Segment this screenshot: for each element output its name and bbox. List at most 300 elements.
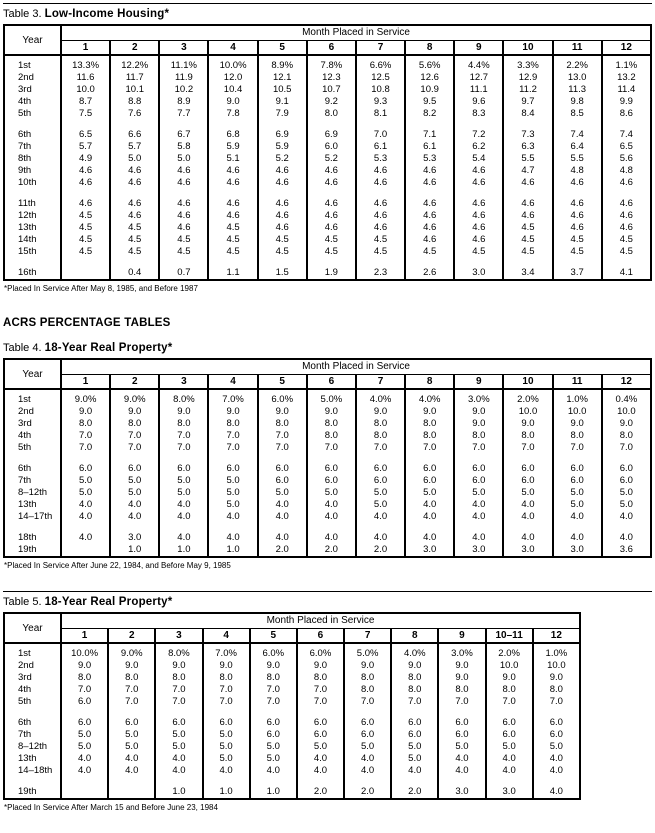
value-cell: 9.0 <box>108 660 155 672</box>
value-cell: 3.6 <box>602 544 651 557</box>
value-cell: 1.0 <box>110 544 159 557</box>
table-row <box>4 660 580 672</box>
value-cell <box>486 708 533 717</box>
value-cell: 9.0% <box>61 389 110 406</box>
table4-name: 18-Year Real Property* <box>44 342 173 354</box>
value-cell: 5.0 <box>159 475 208 487</box>
value-cell: 4.0 <box>356 532 405 544</box>
year-label-cell: 4th <box>4 96 61 108</box>
year-label-cell: 8–12th <box>4 487 61 499</box>
value-cell: 6.7 <box>159 129 208 141</box>
value-cell: 5.0 <box>155 729 202 741</box>
value-cell <box>486 777 533 786</box>
value-cell: 6.6 <box>110 129 159 141</box>
value-cell: 6.0 <box>602 463 651 475</box>
value-cell: 8.0 <box>344 684 391 696</box>
value-cell: 9.0 <box>454 418 503 430</box>
value-cell: 5.0 <box>110 475 159 487</box>
table-row <box>4 222 651 234</box>
value-cell: 9.0 <box>307 406 356 418</box>
month-col-header: 2 <box>108 628 155 643</box>
value-cell: 5.0 <box>203 753 250 765</box>
value-cell: 6.0 <box>503 463 552 475</box>
value-cell: 9.0 <box>155 660 202 672</box>
spacer-row <box>4 708 580 717</box>
value-cell: 9.0 <box>356 406 405 418</box>
value-cell: 4.5 <box>503 234 552 246</box>
value-cell: 10.0 <box>503 406 552 418</box>
month-col-header: 12 <box>602 40 651 55</box>
table-row <box>4 406 651 418</box>
value-cell: 4.0 <box>61 532 110 544</box>
value-cell: 10.0% <box>61 643 108 660</box>
value-cell: 8.0 <box>159 418 208 430</box>
value-cell: 4.6 <box>258 198 307 210</box>
value-cell: 7.7 <box>159 108 208 120</box>
value-cell: 4.6 <box>602 210 651 222</box>
value-cell: 2.0 <box>297 786 344 799</box>
value-cell: 4.5 <box>208 246 257 258</box>
value-cell: 7.0 <box>553 442 602 454</box>
month-col-header: 4 <box>208 40 257 55</box>
month-col-header: 9 <box>438 628 485 643</box>
value-cell: 5.1 <box>208 153 257 165</box>
value-cell <box>159 120 208 129</box>
table-row <box>4 198 651 210</box>
value-cell: 8.0 <box>297 672 344 684</box>
value-cell: 5.5 <box>503 153 552 165</box>
value-cell: 6.0 <box>307 141 356 153</box>
value-cell <box>405 189 454 198</box>
year-label-cell: 8th <box>4 153 61 165</box>
value-cell: 5.3 <box>405 153 454 165</box>
year-label-cell: 7th <box>4 475 61 487</box>
value-cell: 10.1 <box>110 84 159 96</box>
value-cell: 5.0 <box>208 499 257 511</box>
value-cell <box>553 258 602 267</box>
value-cell: 1.0 <box>208 544 257 557</box>
value-cell: 9.0 <box>110 406 159 418</box>
value-cell: 5.0 <box>108 741 155 753</box>
value-cell: 4.6 <box>356 198 405 210</box>
value-cell: 6.0 <box>602 475 651 487</box>
value-cell: 8.0 <box>61 418 110 430</box>
value-cell <box>258 258 307 267</box>
value-cell: 4.6 <box>110 210 159 222</box>
value-cell <box>110 454 159 463</box>
value-cell: 6.0 <box>405 463 454 475</box>
value-cell: 7.8 <box>208 108 257 120</box>
value-cell <box>108 786 155 799</box>
table-row <box>4 96 651 108</box>
value-cell: 7.2 <box>454 129 503 141</box>
value-cell: 5.0 <box>503 487 552 499</box>
value-cell: 10.0 <box>61 84 110 96</box>
value-cell: 10.0 <box>486 660 533 672</box>
value-cell: 5.0 <box>159 153 208 165</box>
value-cell: 6.0 <box>438 729 485 741</box>
value-cell: 5.0 <box>454 487 503 499</box>
value-cell: 8.0 <box>405 418 454 430</box>
table5-title <box>3 596 652 608</box>
table-row <box>4 643 580 660</box>
18-year-real-property-table-4 <box>3 358 652 558</box>
value-cell <box>108 708 155 717</box>
value-cell: 4.6 <box>208 165 257 177</box>
value-cell: 9.0 <box>553 418 602 430</box>
value-cell: 4.6 <box>307 210 356 222</box>
value-cell <box>61 786 108 799</box>
value-cell: 7.8% <box>307 55 356 72</box>
value-cell: 4.0 <box>602 511 651 523</box>
value-cell: 4.0 <box>203 765 250 777</box>
value-cell <box>155 777 202 786</box>
value-cell: 4.0 <box>438 753 485 765</box>
month-col-header: 6 <box>307 374 356 389</box>
table3-title <box>3 8 652 20</box>
spacer-row <box>4 189 651 198</box>
value-cell: 4.6 <box>61 165 110 177</box>
value-cell: 3.3% <box>503 55 552 72</box>
value-cell: 9.0 <box>486 672 533 684</box>
month-placed-in-service-header: Month Placed in Service <box>61 613 580 628</box>
value-cell <box>110 258 159 267</box>
month-col-header: 10 <box>503 40 552 55</box>
value-cell: 6.0 <box>61 717 108 729</box>
value-cell: 10.7 <box>307 84 356 96</box>
value-cell: 4.0 <box>533 765 580 777</box>
value-cell: 10.0% <box>208 55 257 72</box>
value-cell: 5.0 <box>250 741 297 753</box>
value-cell: 7.6 <box>110 108 159 120</box>
value-cell: 5.0 <box>203 741 250 753</box>
value-cell: 4.6 <box>454 210 503 222</box>
value-cell: 5.0 <box>110 487 159 499</box>
value-cell: 3.4 <box>503 267 552 280</box>
value-cell: 4.6 <box>553 177 602 189</box>
value-cell: 8.0 <box>486 684 533 696</box>
value-cell: 7.0 <box>486 696 533 708</box>
divider-rule <box>3 591 652 592</box>
value-cell: 3.0 <box>454 544 503 557</box>
year-label-cell <box>4 454 61 463</box>
value-cell: 7.0 <box>61 442 110 454</box>
value-cell: 4.1 <box>602 267 651 280</box>
month-col-header: 12 <box>533 628 580 643</box>
value-cell <box>208 189 257 198</box>
value-cell: 5.0 <box>438 741 485 753</box>
value-cell: 4.6 <box>208 177 257 189</box>
value-cell: 6.0% <box>258 389 307 406</box>
value-cell: 11.1% <box>159 55 208 72</box>
value-cell: 8.0 <box>258 418 307 430</box>
month-col-header: 1 <box>61 628 108 643</box>
table5-footnote: *Placed In Service After March 15 and Before June 23, 1984 <box>4 803 218 812</box>
value-cell: 10.5 <box>258 84 307 96</box>
value-cell: 5.2 <box>258 153 307 165</box>
value-cell: 13.0 <box>553 72 602 84</box>
value-cell <box>297 777 344 786</box>
value-cell <box>356 258 405 267</box>
value-cell: 5.0 <box>391 741 438 753</box>
value-cell: 4.6 <box>602 222 651 234</box>
value-cell: 4.4% <box>454 55 503 72</box>
value-cell <box>307 258 356 267</box>
value-cell: 4.0 <box>258 532 307 544</box>
value-cell: 4.6 <box>503 198 552 210</box>
value-cell: 6.0 <box>208 463 257 475</box>
value-cell: 9.0 <box>258 406 307 418</box>
value-cell: 4.0 <box>553 511 602 523</box>
value-cell: 4.0 <box>159 499 208 511</box>
value-cell: 4.6 <box>307 165 356 177</box>
value-cell <box>503 120 552 129</box>
value-cell: 5.9 <box>208 141 257 153</box>
value-cell: 10.2 <box>159 84 208 96</box>
value-cell: 5.0 <box>553 487 602 499</box>
year-label-cell: 13th <box>4 222 61 234</box>
value-cell: 8.7 <box>61 96 110 108</box>
value-cell: 4.6 <box>454 234 503 246</box>
table-row <box>4 463 651 475</box>
value-cell: 6.2 <box>454 141 503 153</box>
table-row <box>4 129 651 141</box>
value-cell: 6.0 <box>258 475 307 487</box>
value-cell: 7.0 <box>61 684 108 696</box>
value-cell: 4.0 <box>297 765 344 777</box>
value-cell: 2.2% <box>553 55 602 72</box>
table3-footnote: *Placed In Service After May 8, 1985, and Before 1987 <box>4 284 198 293</box>
value-cell <box>61 454 110 463</box>
value-cell: 7.4 <box>553 129 602 141</box>
value-cell <box>391 777 438 786</box>
table-row <box>4 430 651 442</box>
value-cell: 5.0 <box>110 153 159 165</box>
value-cell: 4.6 <box>602 198 651 210</box>
value-cell: 8.0 <box>203 672 250 684</box>
value-cell: 4.5 <box>110 222 159 234</box>
value-cell <box>503 189 552 198</box>
month-placed-in-service-header: Month Placed in Service <box>61 359 651 374</box>
table-row <box>4 672 580 684</box>
value-cell: 5.0 <box>297 741 344 753</box>
value-cell: 5.0 <box>61 475 110 487</box>
value-cell: 9.3 <box>356 96 405 108</box>
month-col-header: 11 <box>553 374 602 389</box>
value-cell: 9.0% <box>108 643 155 660</box>
value-cell: 4.5 <box>553 246 602 258</box>
value-cell: 4.5 <box>307 234 356 246</box>
value-cell <box>155 708 202 717</box>
value-cell: 9.0 <box>159 406 208 418</box>
year-label-cell: 13th <box>4 499 61 511</box>
value-cell <box>356 189 405 198</box>
value-cell <box>110 523 159 532</box>
table-row <box>4 532 651 544</box>
table5-name: 18-Year Real Property* <box>44 596 173 608</box>
value-cell: 8.0 <box>61 672 108 684</box>
value-cell: 6.0 <box>203 717 250 729</box>
value-cell: 6.8 <box>208 129 257 141</box>
table-row <box>4 786 580 799</box>
value-cell <box>258 120 307 129</box>
value-cell: 7.0 <box>159 430 208 442</box>
value-cell: 5.0 <box>533 741 580 753</box>
value-cell: 8.8 <box>110 96 159 108</box>
value-cell: 9.0 <box>602 418 651 430</box>
value-cell: 4.0 <box>155 753 202 765</box>
value-cell: 5.0 <box>391 753 438 765</box>
value-cell: 8.0 <box>108 672 155 684</box>
year-header: Year <box>4 613 61 643</box>
value-cell: 4.0 <box>405 511 454 523</box>
value-cell: 9.9 <box>602 96 651 108</box>
value-cell <box>250 777 297 786</box>
value-cell: 4.0 <box>307 532 356 544</box>
year-label-cell: 14–18th <box>4 765 61 777</box>
spacer-row <box>4 777 580 786</box>
month-col-header: 2 <box>110 40 159 55</box>
value-cell: 7.0 <box>438 696 485 708</box>
value-cell: 5.9 <box>258 141 307 153</box>
value-cell: 7.0 <box>356 442 405 454</box>
value-cell <box>553 454 602 463</box>
value-cell: 8.0 <box>110 418 159 430</box>
value-cell: 2.3 <box>356 267 405 280</box>
value-cell: 9.0 <box>391 660 438 672</box>
year-label-cell: 4th <box>4 430 61 442</box>
month-col-header: 2 <box>110 374 159 389</box>
value-cell: 0.4% <box>602 389 651 406</box>
value-cell: 5.7 <box>110 141 159 153</box>
value-cell <box>391 708 438 717</box>
month-col-header: 5 <box>258 40 307 55</box>
value-cell: 7.0 <box>250 684 297 696</box>
value-cell: 9.0 <box>405 406 454 418</box>
value-cell: 8.0 <box>391 684 438 696</box>
value-cell <box>159 523 208 532</box>
value-cell: 4.9 <box>61 153 110 165</box>
value-cell: 8.0 <box>454 430 503 442</box>
value-cell <box>61 189 110 198</box>
year-label-cell: 6th <box>4 129 61 141</box>
value-cell: 4.0 <box>208 511 257 523</box>
value-cell: 4.0 <box>208 532 257 544</box>
value-cell: 9.8 <box>553 96 602 108</box>
value-cell <box>307 523 356 532</box>
year-label-cell: 6th <box>4 717 61 729</box>
value-cell: 4.6 <box>553 198 602 210</box>
value-cell: 12.9 <box>503 72 552 84</box>
year-label-cell <box>4 777 61 786</box>
value-cell: 4.5 <box>61 234 110 246</box>
value-cell: 3.0 <box>405 544 454 557</box>
value-cell: 7.0% <box>203 643 250 660</box>
table-row <box>4 487 651 499</box>
value-cell: 12.2% <box>110 55 159 72</box>
month-col-header: 6 <box>307 40 356 55</box>
value-cell: 6.0 <box>391 717 438 729</box>
value-cell: 4.5 <box>208 234 257 246</box>
value-cell <box>159 258 208 267</box>
value-cell: 7.0% <box>208 389 257 406</box>
value-cell: 1.0 <box>250 786 297 799</box>
value-cell <box>203 777 250 786</box>
value-cell: 4.6 <box>454 165 503 177</box>
value-cell: 4.6 <box>61 177 110 189</box>
value-cell: 7.0 <box>454 442 503 454</box>
year-label-cell <box>4 523 61 532</box>
value-cell: 8.0 <box>344 672 391 684</box>
value-cell: 5.5 <box>553 153 602 165</box>
value-cell: 4.6 <box>454 198 503 210</box>
table-row <box>4 165 651 177</box>
month-col-header: 3 <box>159 40 208 55</box>
value-cell: 11.3 <box>553 84 602 96</box>
value-cell: 9.6 <box>454 96 503 108</box>
value-cell: 4.0 <box>503 499 552 511</box>
value-cell <box>61 777 108 786</box>
value-cell: 4.0 <box>486 753 533 765</box>
value-cell <box>208 523 257 532</box>
value-cell: 8.6 <box>602 108 651 120</box>
year-label-cell: 5th <box>4 696 61 708</box>
table-row <box>4 475 651 487</box>
table-row <box>4 696 580 708</box>
value-cell: 8.0 <box>356 418 405 430</box>
year-label-cell: 9th <box>4 165 61 177</box>
value-cell: 4.5 <box>61 246 110 258</box>
year-label-cell: 18th <box>4 532 61 544</box>
value-cell: 5.0 <box>159 487 208 499</box>
value-cell: 9.2 <box>307 96 356 108</box>
year-label-cell: 1st <box>4 55 61 72</box>
value-cell: 7.0 <box>356 129 405 141</box>
value-cell: 4.8 <box>553 165 602 177</box>
low-income-housing-table <box>3 24 652 281</box>
value-cell <box>533 708 580 717</box>
value-cell: 7.0 <box>297 696 344 708</box>
year-label-cell: 5th <box>4 108 61 120</box>
value-cell: 4.0 <box>108 753 155 765</box>
value-cell: 6.0 <box>159 463 208 475</box>
value-cell: 8.0 <box>405 430 454 442</box>
value-cell: 8.0 <box>503 430 552 442</box>
value-cell: 4.0 <box>110 499 159 511</box>
table-row <box>4 765 580 777</box>
value-cell: 6.1 <box>405 141 454 153</box>
value-cell: 10.8 <box>356 84 405 96</box>
month-col-header: 10 <box>503 374 552 389</box>
value-cell: 7.0 <box>297 684 344 696</box>
value-cell: 4.0 <box>454 511 503 523</box>
value-cell: 6.0 <box>110 463 159 475</box>
value-cell: 12.1 <box>258 72 307 84</box>
value-cell: 4.6 <box>110 165 159 177</box>
value-cell: 4.5 <box>258 234 307 246</box>
value-cell <box>602 120 651 129</box>
value-cell: 8.2 <box>405 108 454 120</box>
value-cell <box>503 258 552 267</box>
year-label-cell: 11th <box>4 198 61 210</box>
year-label-cell: 3rd <box>4 84 61 96</box>
month-col-header: 3 <box>159 374 208 389</box>
table-row <box>4 210 651 222</box>
value-cell <box>208 454 257 463</box>
value-cell: 7.1 <box>405 129 454 141</box>
value-cell: 5.0 <box>602 499 651 511</box>
value-cell: 4.0 <box>155 765 202 777</box>
